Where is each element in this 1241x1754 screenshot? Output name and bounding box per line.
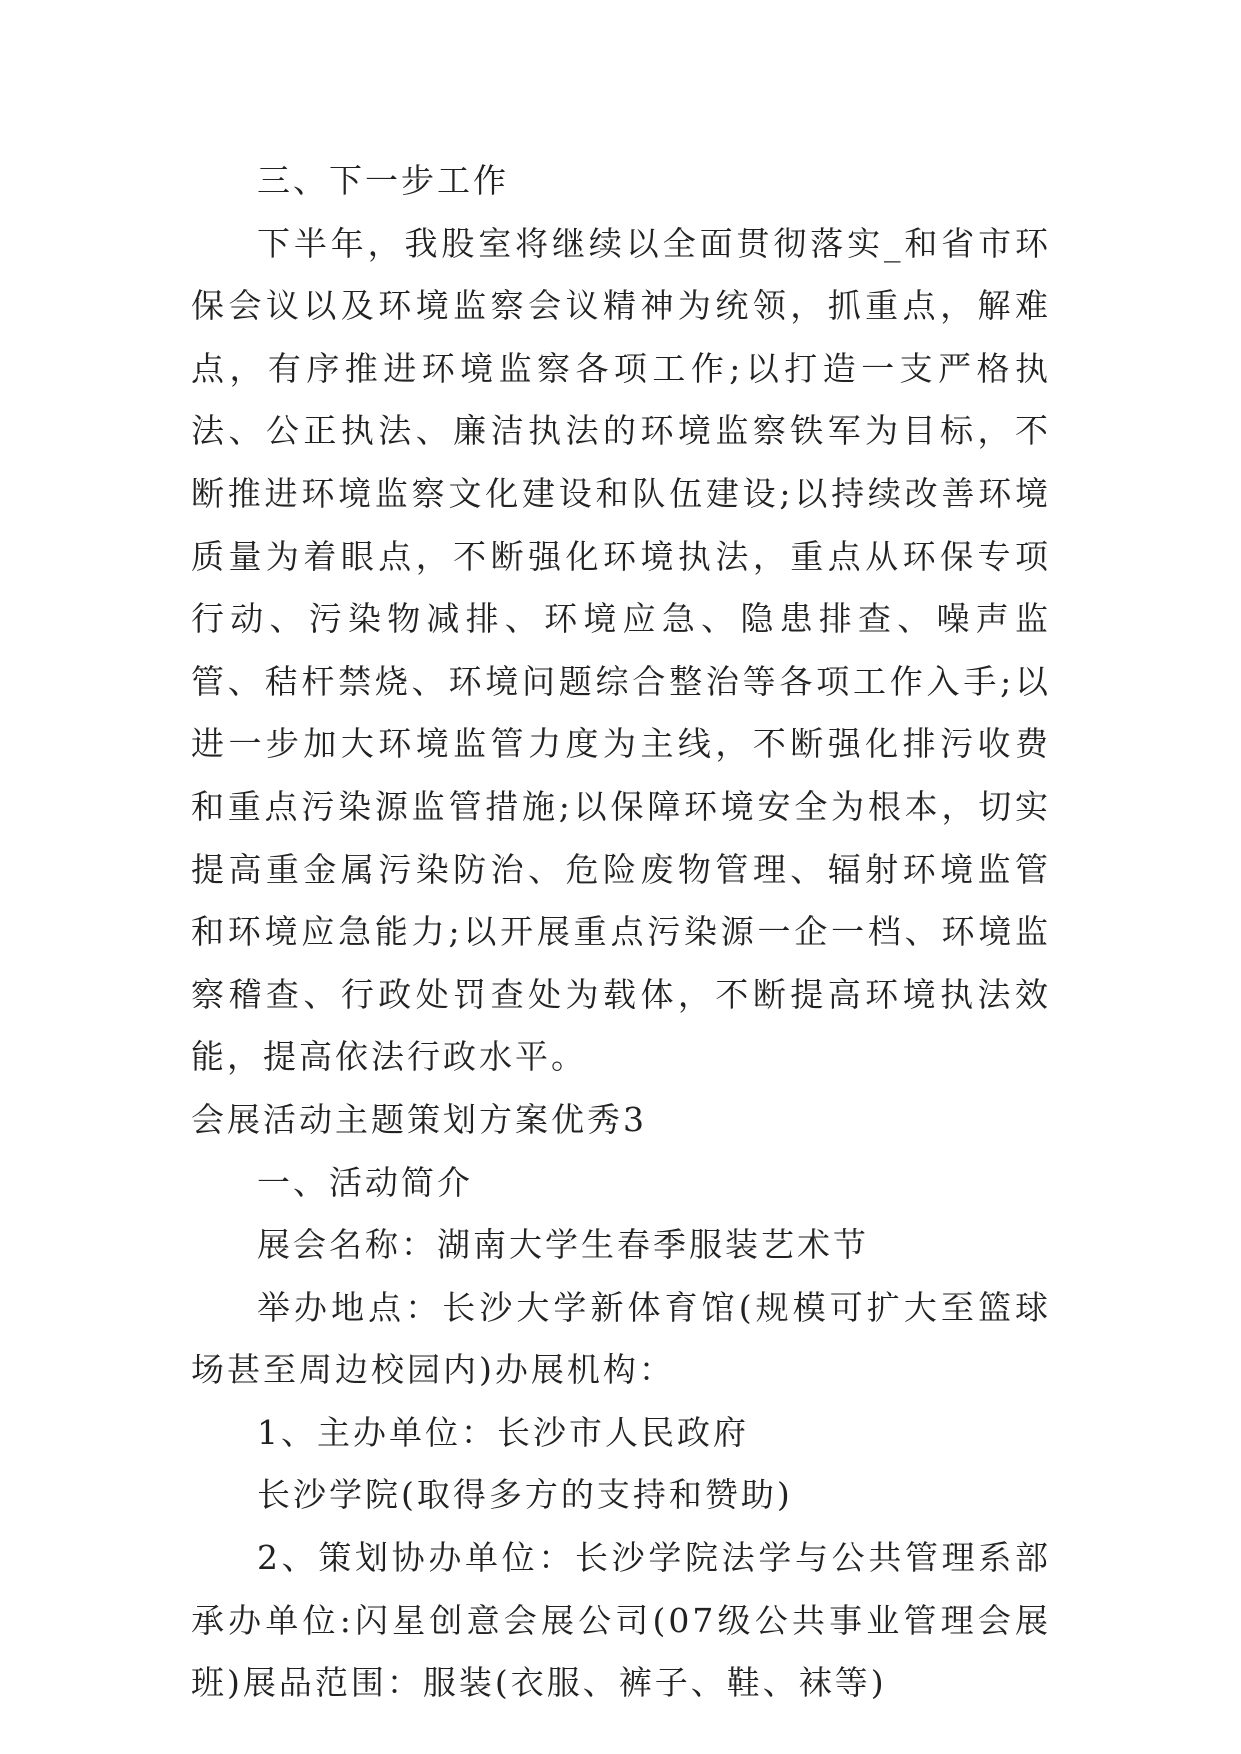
- document-body: [191, 150, 1051, 1715]
- co-host-unit: 长沙学院(取得多方的支持和赞助): [257, 1475, 793, 1515]
- section-heading-activity-intro: 一、活动简介: [257, 1162, 473, 1202]
- body-paragraph-plan: 下半年，我股室将继续以全面贯彻落实_和省市环保会议以及环境监察会议精神为统领，抓重点，解难点，有序推进环境监察各项工作;以打造一支严格执法、公正执法、廉洁执法的环境监察铁军为目标，不断推进环境监察文化建设和队伍建设;以持续改善环境质量为着眼点，不断强化环境执法，重点从环保专项行动、污染物减排、环境应急、隐患排查、噪声监管、秸杆禁烧、环境问题综合整治等各项工作入手;以进一步加大环境监管力度为主线，不断强化排污收费和重点污染源监管措施;以保障环境安全为根本，切实提高重金属污染防治、危险废物管理、辐射环境监管和环境应急能力;以开展重点污染源一企一档、环境监察稽查、行政处罚查处为载体，不断提高环境执法效能，提高依法行政水平。: [191, 223, 1051, 1077]
- exhibition-name: 展会名称：湖南大学生春季服装艺术节: [257, 1225, 869, 1265]
- host-unit: 1、主办单位：长沙市人民政府: [257, 1412, 749, 1452]
- planning-co-organizer: 2、策划协办单位：长沙学院法学与公共管理系部承办单位:闪星创意会展公司(07级公共事业管理会展班)展品范围：服装(衣服、裤子、鞋、袜等): [191, 1538, 1051, 1703]
- venue-and-organizers: 举办地点：长沙大学新体育馆(规模可扩大至篮球场甚至周边校园内)办展机构：: [191, 1287, 1051, 1390]
- document-title: 会展活动主题策划方案优秀3: [191, 1099, 647, 1139]
- section-heading-next-steps: 三、下一步工作: [257, 161, 509, 200]
